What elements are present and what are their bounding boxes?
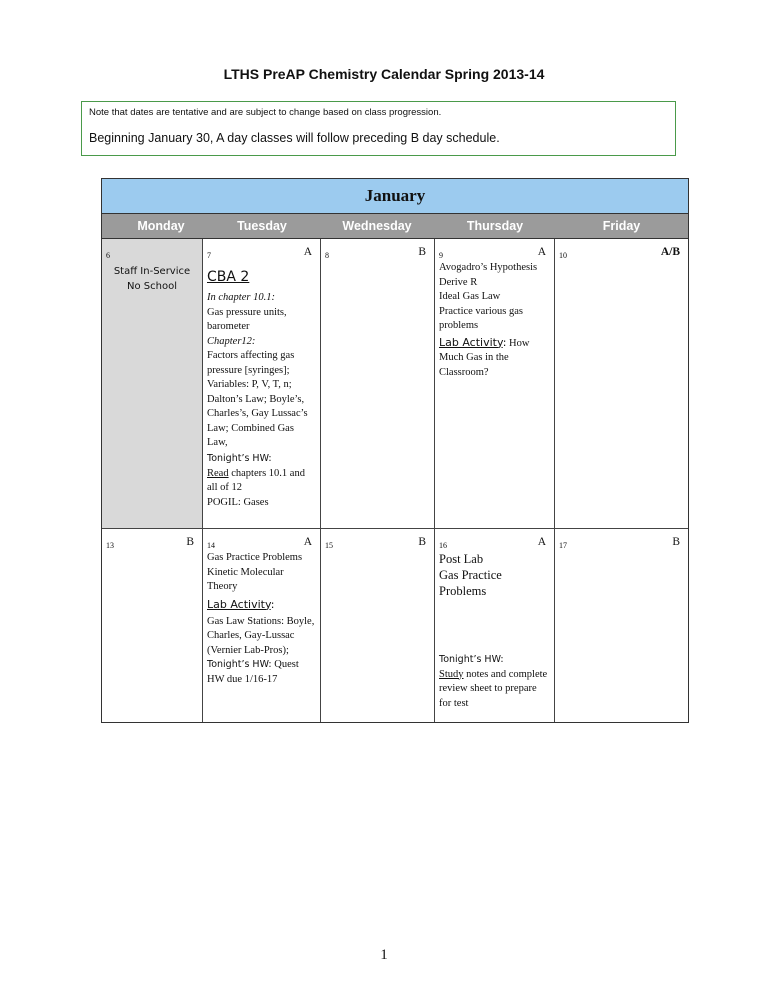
calendar-table xyxy=(101,178,689,723)
kinetic-molecular-theory: Kinetic Molecular Theory xyxy=(207,566,284,592)
cell-jan-15 xyxy=(321,529,435,722)
lab-activity-colon: : xyxy=(502,335,507,349)
read-rest: chapters 10.1 and all of 12 xyxy=(207,467,305,493)
staff-inservice-note xyxy=(106,264,198,294)
homework-reading xyxy=(207,467,316,496)
jan-16-homework xyxy=(439,653,550,711)
study-rest: notes and complete review sheet to prepare for test xyxy=(439,668,548,709)
notice-line-1: Note that dates are tentative and are subject to change based on class progression. xyxy=(89,107,442,118)
day-monday: Monday xyxy=(137,219,185,233)
day-thursday: Thursday xyxy=(466,219,524,233)
day-type-a: A xyxy=(303,246,312,258)
day-type-b: B xyxy=(418,246,426,258)
date-number: 13 xyxy=(106,541,114,550)
date-number: 10 xyxy=(559,251,567,260)
cell-jan-10 xyxy=(555,239,688,529)
cell-jan-9 xyxy=(435,239,555,529)
cell-jan-14 xyxy=(203,529,321,722)
date-number: 6 xyxy=(106,251,110,260)
jan-7-content xyxy=(207,267,316,510)
study-word: Study xyxy=(439,668,464,680)
homework-label: Tonight’s HW: xyxy=(207,659,272,670)
jan-16-content xyxy=(439,551,550,599)
day-type-b: B xyxy=(418,536,426,548)
lab-activity-text: How Much Gas in the Classroom? xyxy=(439,337,530,378)
homework-study xyxy=(439,668,550,712)
jan-9-content xyxy=(439,261,550,380)
homework-quest xyxy=(207,658,316,687)
notice-line-2: Beginning January 30, A day classes will follow preceding B day schedule. xyxy=(89,131,500,145)
cell-jan-16 xyxy=(435,529,555,722)
lab-activity-label: Lab Activity xyxy=(207,597,271,611)
date-number: 14 xyxy=(207,541,215,550)
date-number: 17 xyxy=(559,541,567,550)
day-type-b: B xyxy=(186,536,194,548)
day-friday: Friday xyxy=(602,219,641,233)
gas-pressure-units: Gas pressure units, barometer xyxy=(207,306,287,332)
lab-activity-heading xyxy=(207,595,316,615)
day-type-b: B xyxy=(672,536,680,548)
pogil-gases: POGIL: Gases xyxy=(207,496,269,508)
date-number: 15 xyxy=(325,541,333,550)
page-number: 1 xyxy=(380,947,388,963)
gas-practice-problems: Gas Practice Problems xyxy=(207,552,303,563)
cell-jan-6 xyxy=(102,239,203,529)
day-type-a: A xyxy=(303,536,312,548)
read-word: Read xyxy=(207,467,229,479)
cell-jan-17 xyxy=(555,529,688,722)
lab-activity-how-much-gas xyxy=(439,336,550,381)
chapter-10-1-label: In chapter 10.1: xyxy=(207,292,275,303)
day-type-a: A xyxy=(537,536,546,548)
ideal-gas-law: Ideal Gas Law xyxy=(439,291,501,302)
chapter-12-label: Chapter12: xyxy=(207,335,256,347)
day-tuesday: Tuesday xyxy=(237,219,287,233)
day-type-ab: A/B xyxy=(660,246,680,258)
notice-box xyxy=(81,101,676,156)
weekday-header xyxy=(102,214,688,239)
inservice-line-2: No School xyxy=(127,281,177,292)
jan-14-content xyxy=(207,551,316,687)
date-number: 7 xyxy=(207,251,211,260)
gas-practice-problems: Gas Practice Problems xyxy=(439,568,502,598)
lab-activity-colon: : xyxy=(270,597,275,611)
derive-r: Derive R xyxy=(439,276,478,288)
month-header: January xyxy=(102,179,688,214)
vernier-lab-pros: (Vernier Lab-Pros); xyxy=(207,644,289,656)
date-number: 9 xyxy=(439,251,443,260)
practice-gas-problems: Practice various gas problems xyxy=(439,305,523,331)
avogadro-hypothesis: Avogadro’s Hypothesis xyxy=(439,262,538,273)
cell-jan-7 xyxy=(203,239,321,529)
inservice-line-1: Staff In-Service xyxy=(113,266,191,277)
day-wednesday: Wednesday xyxy=(342,219,412,233)
page-title: LTHS PreAP Chemistry Calendar Spring 2013-14 xyxy=(223,66,545,82)
gas-laws-topics: Factors affecting gas pressure [syringes]; Variables: P, V, T, n; Dalton’s Law; Boyle’s, Charles’s, Gay Lussac’s Law; Combined Gas Law, xyxy=(207,350,308,448)
homework-label: Tonight’s HW: xyxy=(439,654,504,665)
date-number: 8 xyxy=(325,251,329,260)
cell-jan-13 xyxy=(102,529,203,722)
homework-label: Tonight’s HW: xyxy=(207,452,272,464)
homework-text: Quest HW due 1/16-17 xyxy=(207,659,299,685)
date-number: 16 xyxy=(439,541,447,550)
post-lab: Post Lab xyxy=(439,552,484,566)
gas-law-stations: Gas Law Stations: Boyle, Charles, Gay-Lussac xyxy=(207,615,315,641)
lab-activity-label: Lab Activity xyxy=(439,335,503,349)
day-type-a: A xyxy=(537,246,546,258)
cell-jan-8 xyxy=(321,239,435,529)
cba-2-title: CBA 2 xyxy=(207,269,250,285)
